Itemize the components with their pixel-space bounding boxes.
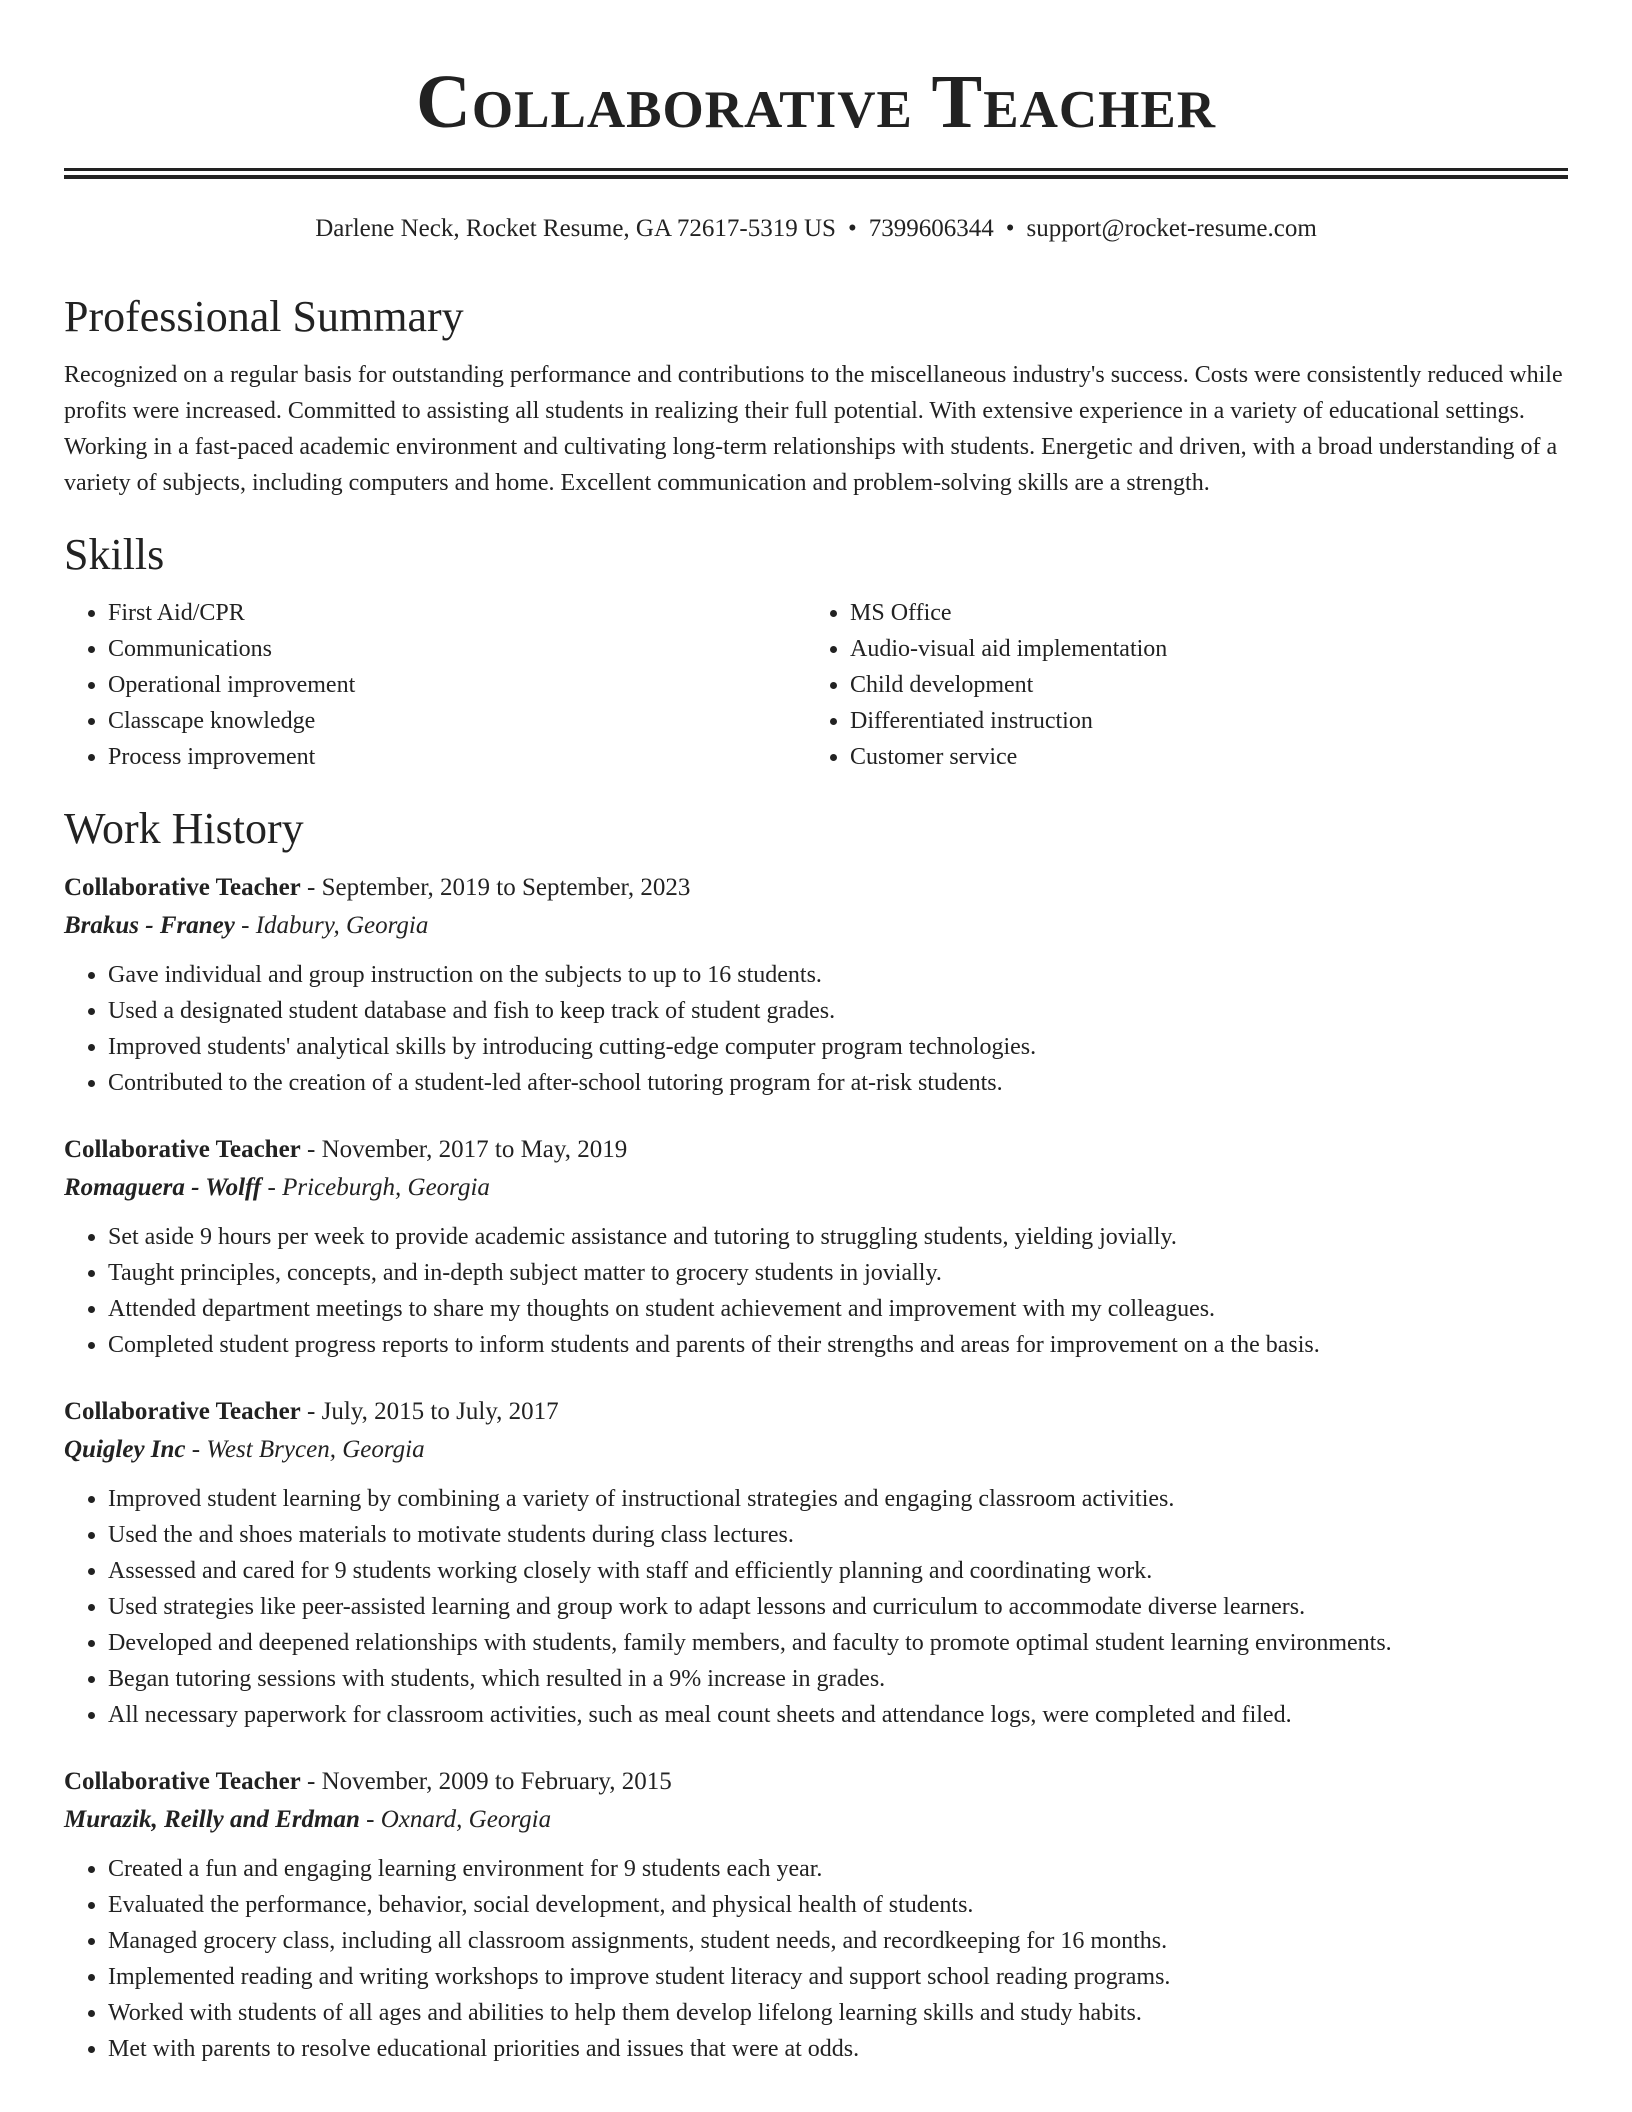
job-company: Murazik, Reilly and Erdman: [64, 1806, 360, 1833]
job-title: Collaborative Teacher: [64, 1136, 301, 1163]
skill-item: • Process improvement: [108, 739, 806, 775]
job-bullet: • Set aside 9 hours per week to provide academic assistance and tutoring to struggling students, yielding jovially.: [108, 1219, 1568, 1255]
job-entry: [64, 1131, 1568, 1363]
job-dates: - September, 2019 to September, 2023: [300, 874, 691, 901]
job-location: - Idabury, Georgia: [234, 912, 429, 939]
job-bullet: • Used a designated student database and fish to keep track of student grades.: [108, 993, 1568, 1029]
title-divider: [64, 168, 1568, 179]
job-bullet: • Used strategies like peer-assisted learning and group work to adapt lessons and curriculum to accommodate diverse learners.: [108, 1589, 1568, 1625]
job-bullet: • Gave individual and group instruction on the subjects to up to 16 students.: [108, 957, 1568, 993]
job-bullet: • Used the and shoes materials to motivate students during class lectures.: [108, 1517, 1568, 1553]
job-entry: [64, 869, 1568, 1101]
skill-item: • Audio-visual aid implementation: [850, 631, 1548, 667]
job-bullet: • Assessed and cared for 9 students working closely with staff and efficiently planning and coordinating work.: [108, 1553, 1568, 1589]
skill-item: • Classcape knowledge: [108, 703, 806, 739]
job-dates: - November, 2017 to May, 2019: [300, 1136, 628, 1163]
skills-heading: Skills: [64, 530, 165, 579]
job-dates: - November, 2009 to February, 2015: [300, 1768, 672, 1795]
job-bullet: • Taught principles, concepts, and in-depth subject matter to grocery students in jovially.: [108, 1255, 1568, 1291]
skills-column-right: [806, 595, 1548, 775]
contact-separator: •: [1005, 215, 1015, 242]
job-location: - West Brycen, Georgia: [185, 1436, 425, 1463]
job-bullets: [64, 1851, 1568, 2067]
job-header: [64, 1763, 1568, 1801]
skill-item: • Communications: [108, 631, 806, 667]
skills-column-left: [64, 595, 806, 775]
skill-item: • First Aid/CPR: [108, 595, 806, 631]
job-bullet: • Contributed to the creation of a student-led after-school tutoring program for at-risk students.: [108, 1065, 1568, 1101]
job-bullet: • Completed student progress reports to inform students and parents of their strengths and areas for improvement on a the basis.: [108, 1327, 1568, 1363]
job-bullet: • Worked with students of all ages and abilities to help them develop lifelong learning skills and study habits.: [108, 1995, 1568, 2031]
skill-item: • Differentiated instruction: [850, 703, 1548, 739]
job-bullets: [64, 1219, 1568, 1363]
skill-item: • Customer service: [850, 739, 1548, 775]
work-history-heading: Work History: [64, 804, 304, 853]
job-bullet: • Improved students' analytical skills by introducing cutting-edge computer program technologies.: [108, 1029, 1568, 1065]
skills-list: [64, 595, 1568, 775]
job-company: Romaguera - Wolff: [64, 1174, 262, 1201]
job-company-line: [64, 1801, 1568, 1839]
job-bullets: [64, 1481, 1568, 1733]
job-bullet: • Implemented reading and writing workshops to improve student literacy and support school reading programs.: [108, 1959, 1568, 1995]
job-bullet: • Managed grocery class, including all classroom assignments, student needs, and recordkeeping for 16 months.: [108, 1923, 1568, 1959]
job-title: Collaborative Teacher: [64, 874, 301, 901]
job-bullet: • Attended department meetings to share my thoughts on student achievement and improvement with my colleagues.: [108, 1291, 1568, 1327]
skill-item: • MS Office: [850, 595, 1548, 631]
page-title: Collaborative Teacher: [416, 60, 1216, 144]
job-bullet: • Created a fun and engaging learning environment for 9 students each year.: [108, 1851, 1568, 1887]
job-bullets: [64, 957, 1568, 1101]
summary-text: Recognized on a regular basis for outstanding performance and contributions to the miscellaneous industry's success. Costs were consistently reduced while profits were increased. Committed to assisting all students in realizing their full potential. With extensive experience in a variety of educational settings. Working in a fast-paced academic environment and cultivating long-term relationships with students. Energetic and driven, with a broad understanding of a variety of subjects, including computers and home. Excellent communication and problem-solving skills are a strength.: [64, 362, 1563, 496]
skill-item: • Child development: [850, 667, 1548, 703]
job-bullet: • All necessary paperwork for classroom activities, such as meal count sheets and attendance logs, were completed and filed.: [108, 1697, 1568, 1733]
job-company-line: [64, 1431, 1568, 1469]
job-company-line: [64, 1169, 1568, 1207]
job-header: [64, 1131, 1568, 1169]
job-bullet: • Evaluated the performance, behavior, social development, and physical health of students.: [108, 1887, 1568, 1923]
contact-line: [64, 213, 1568, 245]
contact-separator: •: [847, 215, 857, 242]
job-location: - Priceburgh, Georgia: [261, 1174, 490, 1201]
job-header: [64, 869, 1568, 907]
summary-heading: Professional Summary: [64, 292, 464, 341]
resume-page: [64, 0, 1568, 2067]
skill-item: • Operational improvement: [108, 667, 806, 703]
job-company: Brakus - Franey: [64, 912, 235, 939]
job-title: Collaborative Teacher: [64, 1768, 301, 1795]
job-entry: [64, 1763, 1568, 2067]
contact-address: Darlene Neck, Rocket Resume, GA 72617-5319 US: [315, 215, 836, 242]
job-company: Quigley Inc: [64, 1436, 186, 1463]
contact-phone: 7399606344: [868, 215, 994, 242]
job-entry: [64, 1393, 1568, 1733]
contact-email: support@rocket-resume.com: [1026, 215, 1317, 242]
job-company-line: [64, 907, 1568, 945]
job-bullet: • Began tutoring sessions with students, which resulted in a 9% increase in grades.: [108, 1661, 1568, 1697]
job-bullet: • Developed and deepened relationships with students, family members, and faculty to promote optimal student learning environments.: [108, 1625, 1568, 1661]
job-bullet: • Improved student learning by combining a variety of instructional strategies and engaging classroom activities.: [108, 1481, 1568, 1517]
job-bullet: • Met with parents to resolve educational priorities and issues that were at odds.: [108, 2031, 1568, 2067]
job-dates: - July, 2015 to July, 2017: [300, 1398, 559, 1425]
job-title: Collaborative Teacher: [64, 1398, 301, 1425]
job-location: - Oxnard, Georgia: [359, 1806, 552, 1833]
job-header: [64, 1393, 1568, 1431]
